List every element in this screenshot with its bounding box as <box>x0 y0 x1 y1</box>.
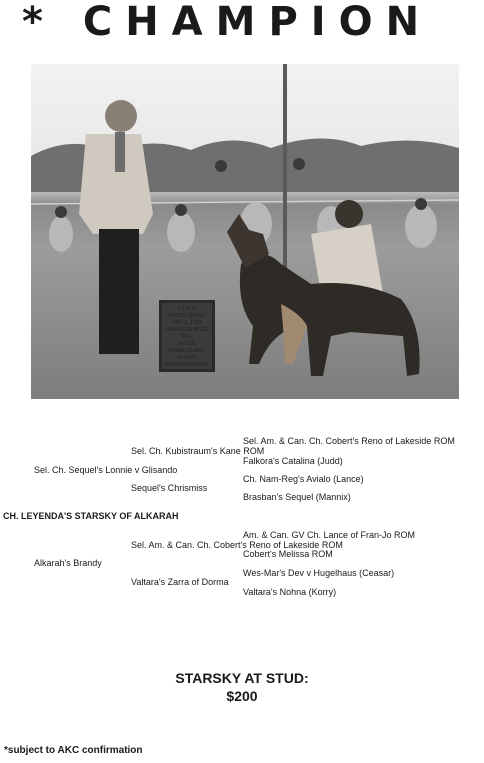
sign-line: BOB PARAMOUNT <box>165 362 209 368</box>
sign-line: DOG <box>181 334 193 340</box>
pedigree-dam-dam-sire: Wes-Mar's Dev v Hugelhaus (Ceasar) <box>243 568 395 578</box>
stud-heading: STARSKY AT STUD: <box>175 670 309 686</box>
sign-line: FRANK DUBEK <box>169 348 205 354</box>
page-title: * CHAMPION <box>22 0 433 45</box>
pedigree-sire: Sel. Ch. Sequel's Lonnie v Glisando <box>34 465 178 475</box>
pedigree-dam: Alkarah's Brandy <box>34 558 102 568</box>
sign-line: JUDGE <box>178 341 196 347</box>
sign-line: AMERICAN BRED <box>166 327 208 333</box>
pedigree-dam-dam-dam: Valtara's Nohna (Korry) <box>243 587 337 597</box>
pedigree-dam-sire: Sel. Am. & Can. Ch. Cobert's Reno of Lakeside ROM <box>131 540 343 550</box>
stud-fee: $200 <box>226 688 258 704</box>
photo-illustration <box>31 64 459 399</box>
footnote: *subject to AKC confirmation <box>4 745 143 756</box>
sign-line: S.E.R.A. <box>177 306 197 312</box>
pedigree-dam-dam: Valtara's Zarra of Dorma <box>131 577 229 587</box>
pedigree-dog-name: CH. LEYENDA'S STARSKY OF ALKARAH <box>3 511 179 521</box>
sign-line: RHODE ISLAND <box>168 313 206 319</box>
pedigree-sire-dam: Sequel's Chrismiss <box>131 483 208 493</box>
pedigree-sire-sire-dam: Falkora's Catalina (Judd) <box>243 456 343 466</box>
pedigree-sire-dam-sire: Ch. Nam-Reg's Avialo (Lance) <box>243 474 364 484</box>
pedigree-sire-sire: Sel. Ch. Kubistraum's Kane ROM <box>131 446 265 456</box>
sign-line: MAY 1, 1983 <box>172 320 202 326</box>
sign-line: PHOTO <box>178 355 196 361</box>
show-photo <box>31 64 459 399</box>
pedigree-sire-sire-sire: Sel. Am. & Can. Ch. Cobert's Reno of Lakeside ROM <box>243 436 455 446</box>
pedigree-sire-dam-dam: Brasban's Sequel (Mannix) <box>243 492 351 502</box>
pedigree-dam-sire-dam: Cobert's Melissa ROM <box>243 549 333 559</box>
pedigree-dam-sire-sire: Am. & Can. GV Ch. Lance of Fran-Jo ROM <box>243 530 416 540</box>
